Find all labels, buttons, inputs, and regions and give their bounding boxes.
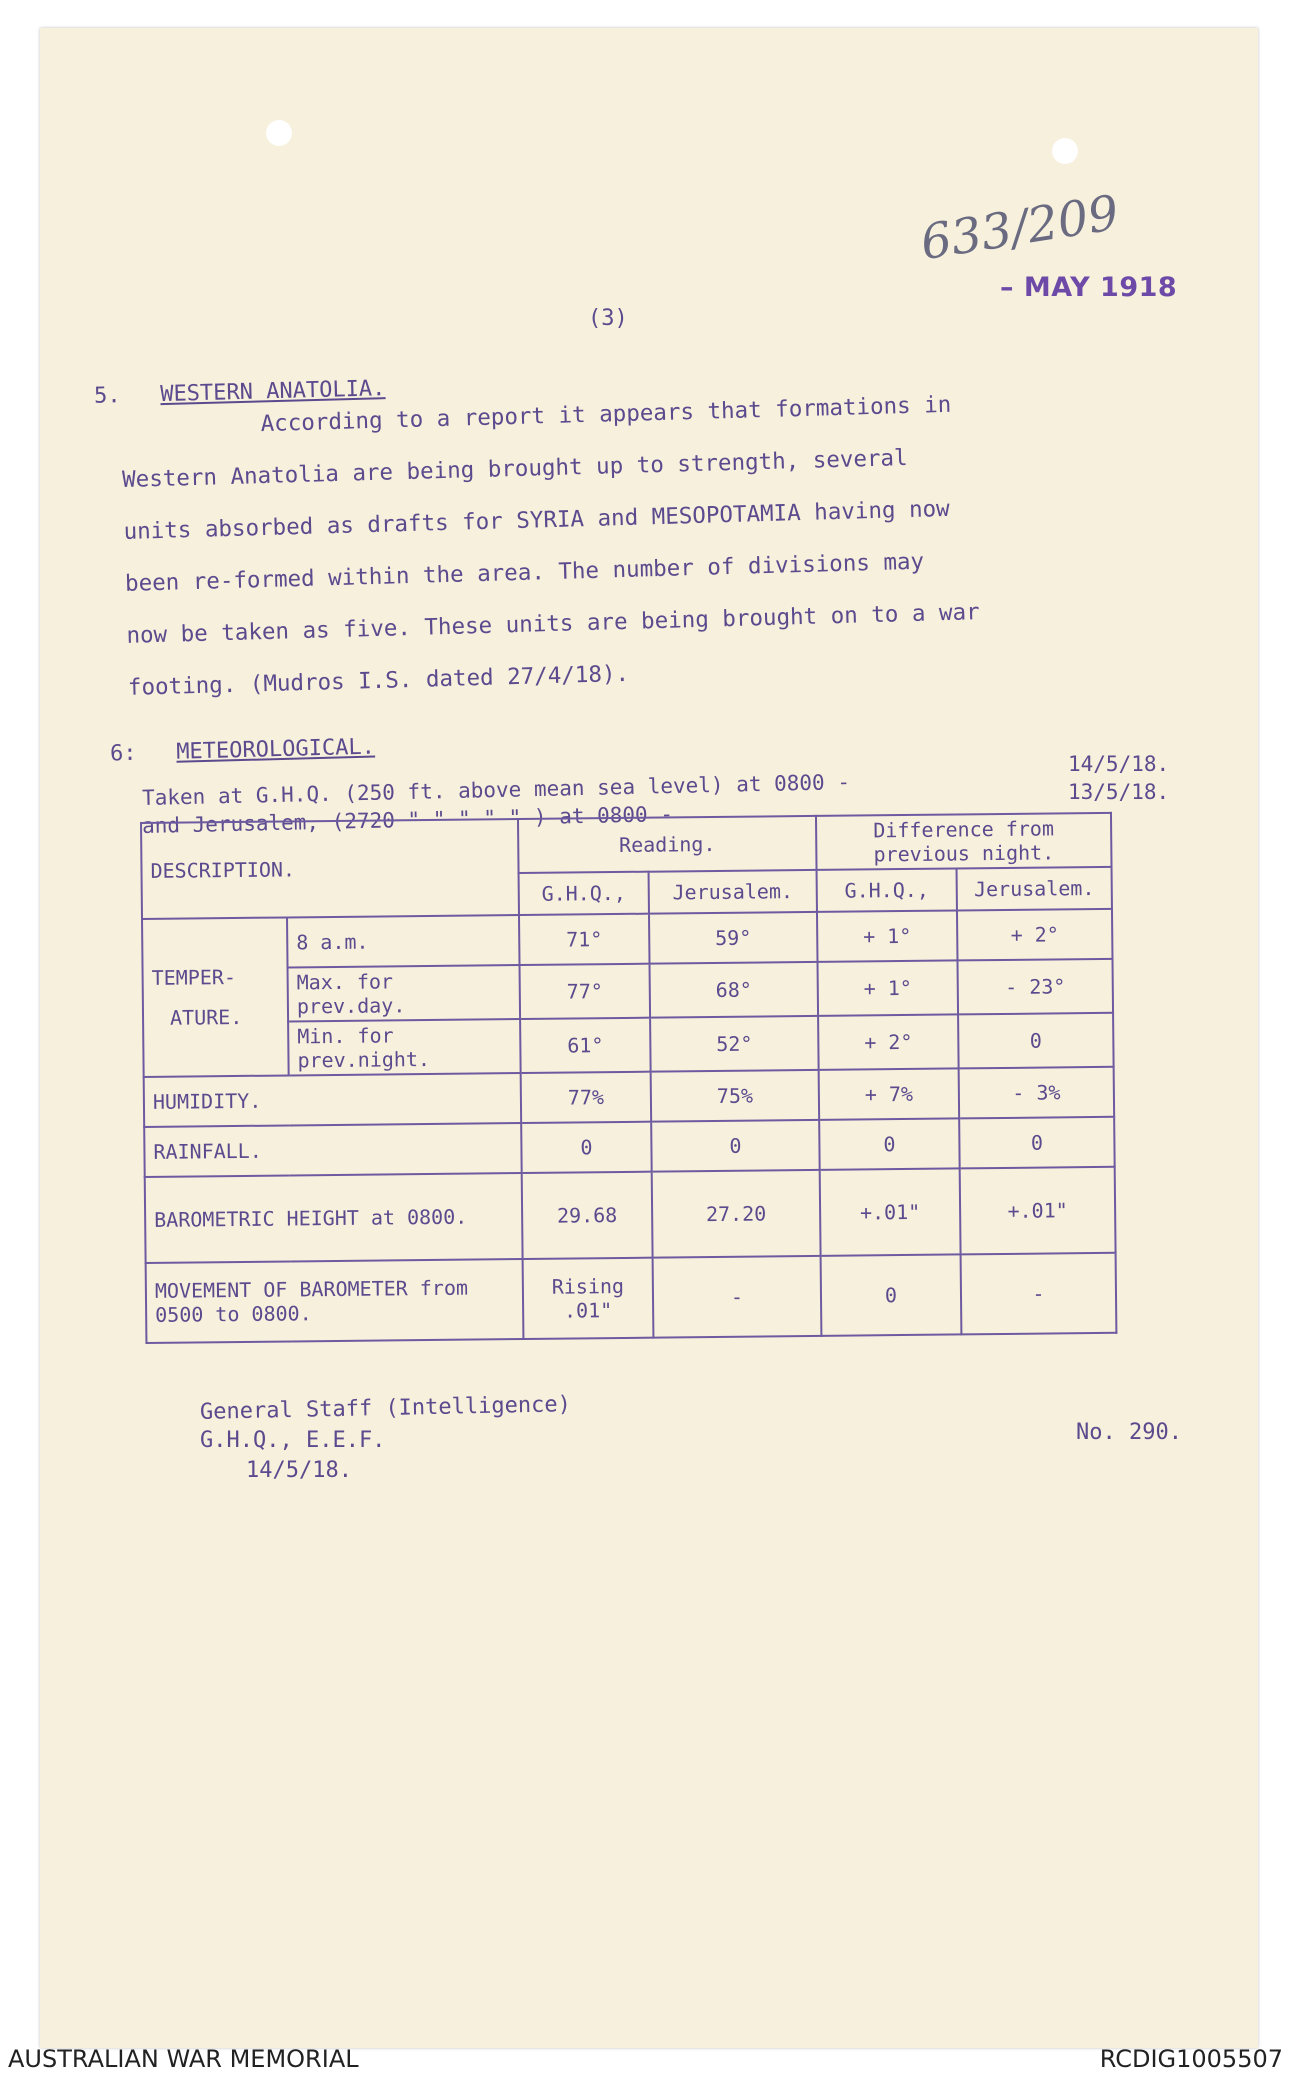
section5-line-1: According to a report it appears that formations in — [260, 391, 952, 438]
cell-ghq: Rising .01" — [523, 1258, 654, 1339]
cell-diff-jerusalem: + 2° — [957, 909, 1113, 961]
header-ghq: G.H.Q., — [519, 872, 649, 915]
row-label: HUMIDITY. — [144, 1073, 522, 1127]
cell-ghq: 71° — [519, 914, 650, 965]
punch-hole-right — [1052, 138, 1078, 164]
cell-jerusalem: 0 — [651, 1120, 820, 1172]
date-stamp — [1000, 272, 1177, 303]
cell-ghq: 0 — [521, 1122, 652, 1173]
stamp-text: MAY 1918 — [1023, 272, 1178, 303]
header-difference: Difference from previous night. — [816, 813, 1112, 870]
section5-number: 5. — [93, 383, 121, 409]
header-reading: Reading. — [518, 816, 817, 873]
cell-diff-ghq: + 1° — [817, 910, 958, 961]
signature-line-3: 14/5/18. — [246, 1458, 352, 1483]
cell-diff-jerusalem: 0 — [959, 1117, 1115, 1169]
signature-line-1: General Staff (Intelligence) — [199, 1392, 572, 1425]
row-label: MOVEMENT OF BAROMETER from 0500 to 0800. — [146, 1259, 524, 1343]
temperature-label-line-1: TEMPER- — [151, 965, 237, 990]
cell-diff-ghq: + 7% — [819, 1068, 960, 1119]
page-number: (3) — [588, 306, 628, 331]
cell-diff-jerusalem: - 23° — [957, 959, 1113, 1015]
row-label: Max. for prev.day. — [288, 965, 521, 1021]
row-label: BAROMETRIC HEIGHT at 0800. — [145, 1173, 523, 1263]
header-description: DESCRIPTION. — [141, 819, 519, 919]
cell-jerusalem: 68° — [650, 962, 819, 1018]
cell-diff-jerusalem: +.01" — [960, 1167, 1116, 1255]
section5-line-5: now be taken as five. These units are being brought on to a war — [126, 599, 980, 649]
cell-jerusalem: 59° — [649, 912, 818, 964]
cell-diff-ghq: 0 — [819, 1118, 960, 1169]
met-date-2: 13/5/18. — [1068, 780, 1170, 804]
cell-diff-ghq: 0 — [821, 1254, 962, 1335]
section5-line-4: been re-formed within the area. The number of divisions may — [124, 548, 925, 597]
section5-line-3: units absorbed as drafts for SYRIA and MESOPOTAMIA having now — [123, 495, 950, 545]
section5-line-6: footing. (Mudros I.S. dated 27/4/18). — [127, 660, 630, 701]
table-row — [146, 1253, 1117, 1343]
met-line-1: Taken at G.H.Q. (250 ft. above mean sea level) at 0800 - — [141, 769, 851, 811]
cell-jerusalem: - — [653, 1256, 822, 1338]
cell-ghq: 29.68 — [522, 1172, 653, 1259]
cell-jerusalem: 52° — [650, 1016, 819, 1072]
cell-jerusalem: 75% — [651, 1070, 820, 1122]
stamp-dash: – — [1000, 272, 1024, 303]
section6-number: 6: — [109, 740, 137, 767]
header-diff-ghq: G.H.Q., — [817, 868, 957, 911]
temperature-label-line-2: ATURE. — [169, 1004, 243, 1030]
temperature-label — [142, 917, 289, 1077]
cell-diff-jerusalem: - 3% — [959, 1067, 1115, 1119]
section5-title: WESTERN ANATOLIA. — [159, 376, 386, 408]
section6-title: METEOROLOGICAL. — [175, 734, 376, 765]
table-row — [145, 1167, 1116, 1263]
file-reference-handwritten: 633/209 — [916, 184, 1123, 272]
cell-ghq: 77% — [521, 1072, 652, 1123]
row-label: 8 a.m. — [287, 915, 520, 967]
cell-ghq: 61° — [520, 1018, 651, 1073]
signature-line-2: G.H.Q., E.E.F. — [200, 1428, 386, 1453]
met-date-1: 14/5/18. — [1068, 752, 1170, 776]
section5-paragraph — [120, 373, 1168, 714]
section5-line-2: Western Anatolia are being brought up to strength, several — [121, 445, 908, 493]
header-diff-jerusalem: Jerusalem. — [957, 867, 1112, 911]
cell-diff-jerusalem: - — [961, 1253, 1117, 1335]
punch-hole-left — [266, 120, 292, 146]
document-number: No. 290. — [1076, 1420, 1182, 1445]
cell-ghq: 77° — [520, 964, 651, 1019]
header-jerusalem: Jerusalem. — [649, 870, 817, 914]
footer-record-id: RCDIG1005507 — [1099, 2045, 1283, 2073]
footer-institution: AUSTRALIAN WAR MEMORIAL — [8, 2045, 359, 2073]
cell-diff-jerusalem: 0 — [958, 1013, 1114, 1069]
row-label: Min. for prev.night. — [288, 1019, 521, 1075]
meteorological-table — [140, 812, 1117, 1344]
cell-jerusalem: 27.20 — [652, 1170, 821, 1258]
met-line-2: and Jerusalem, (2720 " " " " " ) at 0800 - — [141, 801, 674, 839]
cell-diff-ghq: +.01" — [820, 1168, 961, 1255]
cell-diff-ghq: + 1° — [818, 960, 959, 1015]
cell-diff-ghq: + 2° — [818, 1014, 959, 1069]
row-label: RAINFALL. — [144, 1123, 522, 1177]
